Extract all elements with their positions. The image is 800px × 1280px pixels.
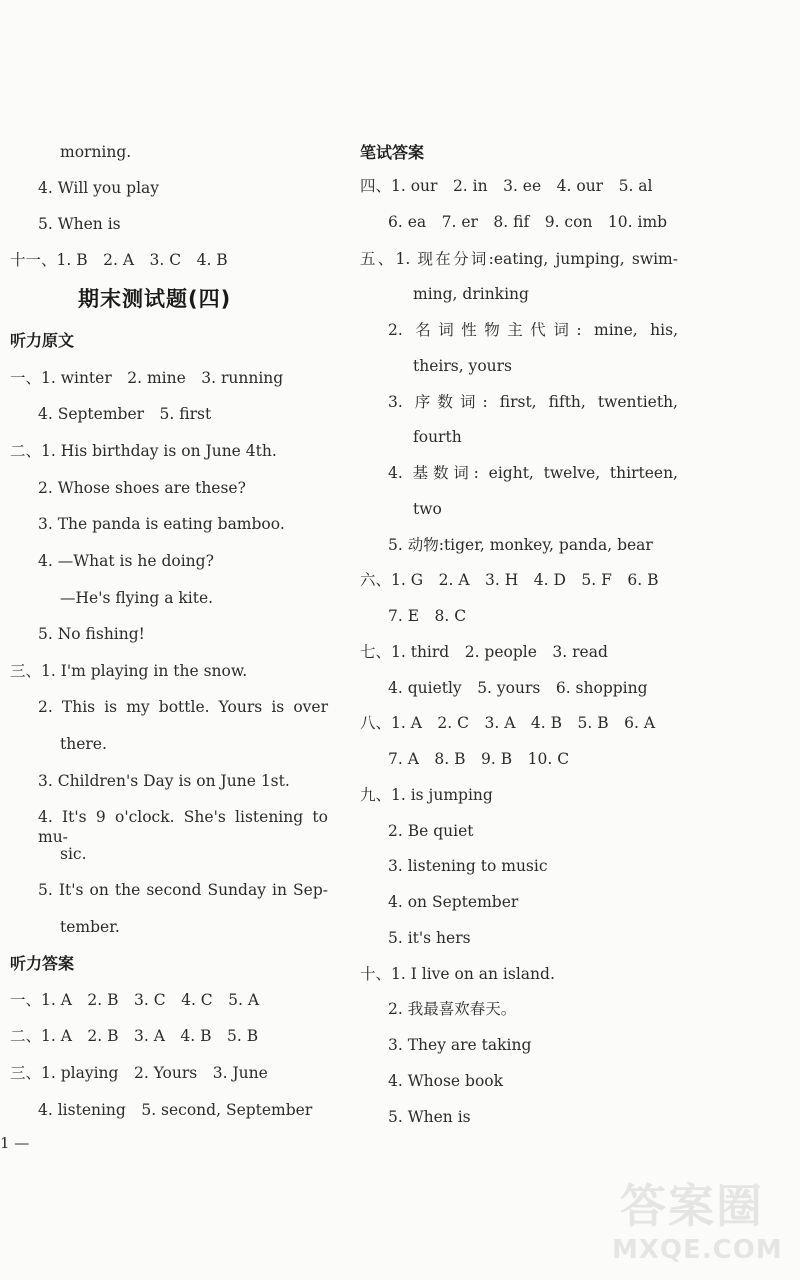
listening-answers-heading: 听力答案 [10,954,75,973]
answer-line: two [413,500,442,518]
answer-line: 3. 序数词: first, fifth, twentieth, [388,393,678,411]
answer-line: 八、1. A 2. C 3. A 4. B 5. B 6. A [360,714,656,732]
answer-line: 2. 名词性物主代词: mine, his, [388,321,678,339]
section-title: 期末测试题(四) [78,287,232,311]
answer-line: 六、1. G 2. A 3. H 4. D 5. F 6. B [360,571,659,589]
script-line: 二、1. His birthday is on June 4th. [10,442,277,460]
answer-line: 6. ea 7. er 8. fif 9. con 10. imb [388,213,668,231]
script-line: 2. Whose shoes are these? [38,479,246,497]
answer-line: fourth [413,428,462,446]
script-line: 5. No fishing! [38,625,145,643]
answer-line: 3. They are taking [388,1036,532,1054]
answer-line: 4. 基数词: eight, twelve, thirteen, [388,464,678,482]
answer-line: 十、1. I live on an island. [360,965,555,983]
answer-line: morning. [60,143,132,161]
watermark-text: 答案圈 [620,1179,764,1233]
script-line: 4. —What is he doing? [38,552,214,570]
answer-line: 5. 动物:tiger, monkey, panda, bear [388,536,653,554]
answer-line: 4. Whose book [388,1072,503,1090]
answer-line: 九、1. is jumping [360,786,493,804]
answer-line: 十一、1. B 2. A 3. C 4. B [10,251,228,269]
script-line: tember. [60,918,120,936]
written-answers-heading: 笔试答案 [360,143,425,162]
answer-line: theirs, yours [413,357,512,375]
answer-line: 2. Be quiet [388,822,474,840]
answer-line: 一、1. A 2. B 3. C 4. C 5. A [10,991,260,1009]
answer-line: 5. When is [388,1108,471,1126]
answer-line: 2. 我最喜欢春天。 [388,1000,517,1018]
page-number: 1 — [0,1134,30,1152]
answer-line: 4. Will you play [38,179,160,197]
answer-line: 四、1. our 2. in 3. ee 4. our 5. al [360,177,653,195]
script-line: 三、1. I'm playing in the snow. [10,662,248,680]
watermark-logo [612,1180,787,1275]
answer-line: 三、1. playing 2. Yours 3. June [10,1064,268,1082]
answer-line: 5. it's hers [388,929,471,947]
script-line: 3. The panda is eating bamboo. [38,515,285,533]
listening-script-heading: 听力原文 [10,331,75,350]
answer-line: 3. listening to music [388,857,548,875]
script-line: —He's flying a kite. [60,589,214,607]
script-line: sic. [60,845,87,863]
answer-line: 5. When is [38,215,121,233]
watermark-url: MXQE.COM [612,1235,783,1265]
script-line: 一、1. winter 2. mine 3. running [10,369,284,387]
answer-line: 4. quietly 5. yours 6. shopping [388,679,648,697]
answer-line: 4. listening 5. second, September [38,1101,313,1119]
answer-line: 7. E 8. C [388,607,467,625]
answer-line: ming, drinking [413,285,529,303]
answer-line: 二、1. A 2. B 3. A 4. B 5. B [10,1027,259,1045]
answer-line: 五、1. 现在分词:eating, jumping, swim- [360,250,678,268]
script-line: 3. Children's Day is on June 1st. [38,772,290,790]
script-line: there. [60,735,107,753]
script-line: 4. September 5. first [38,405,212,423]
script-line: 2. This is my bottle. Yours is over [38,698,328,716]
answer-line: 七、1. third 2. people 3. read [360,643,608,661]
script-line: 5. It's on the second Sunday in Sep- [38,881,328,899]
answer-line: 7. A 8. B 9. B 10. C [388,750,570,768]
script-line: 4. It's 9 o'clock. She's listening to mu- [38,808,328,846]
answer-line: 4. on September [388,893,519,911]
